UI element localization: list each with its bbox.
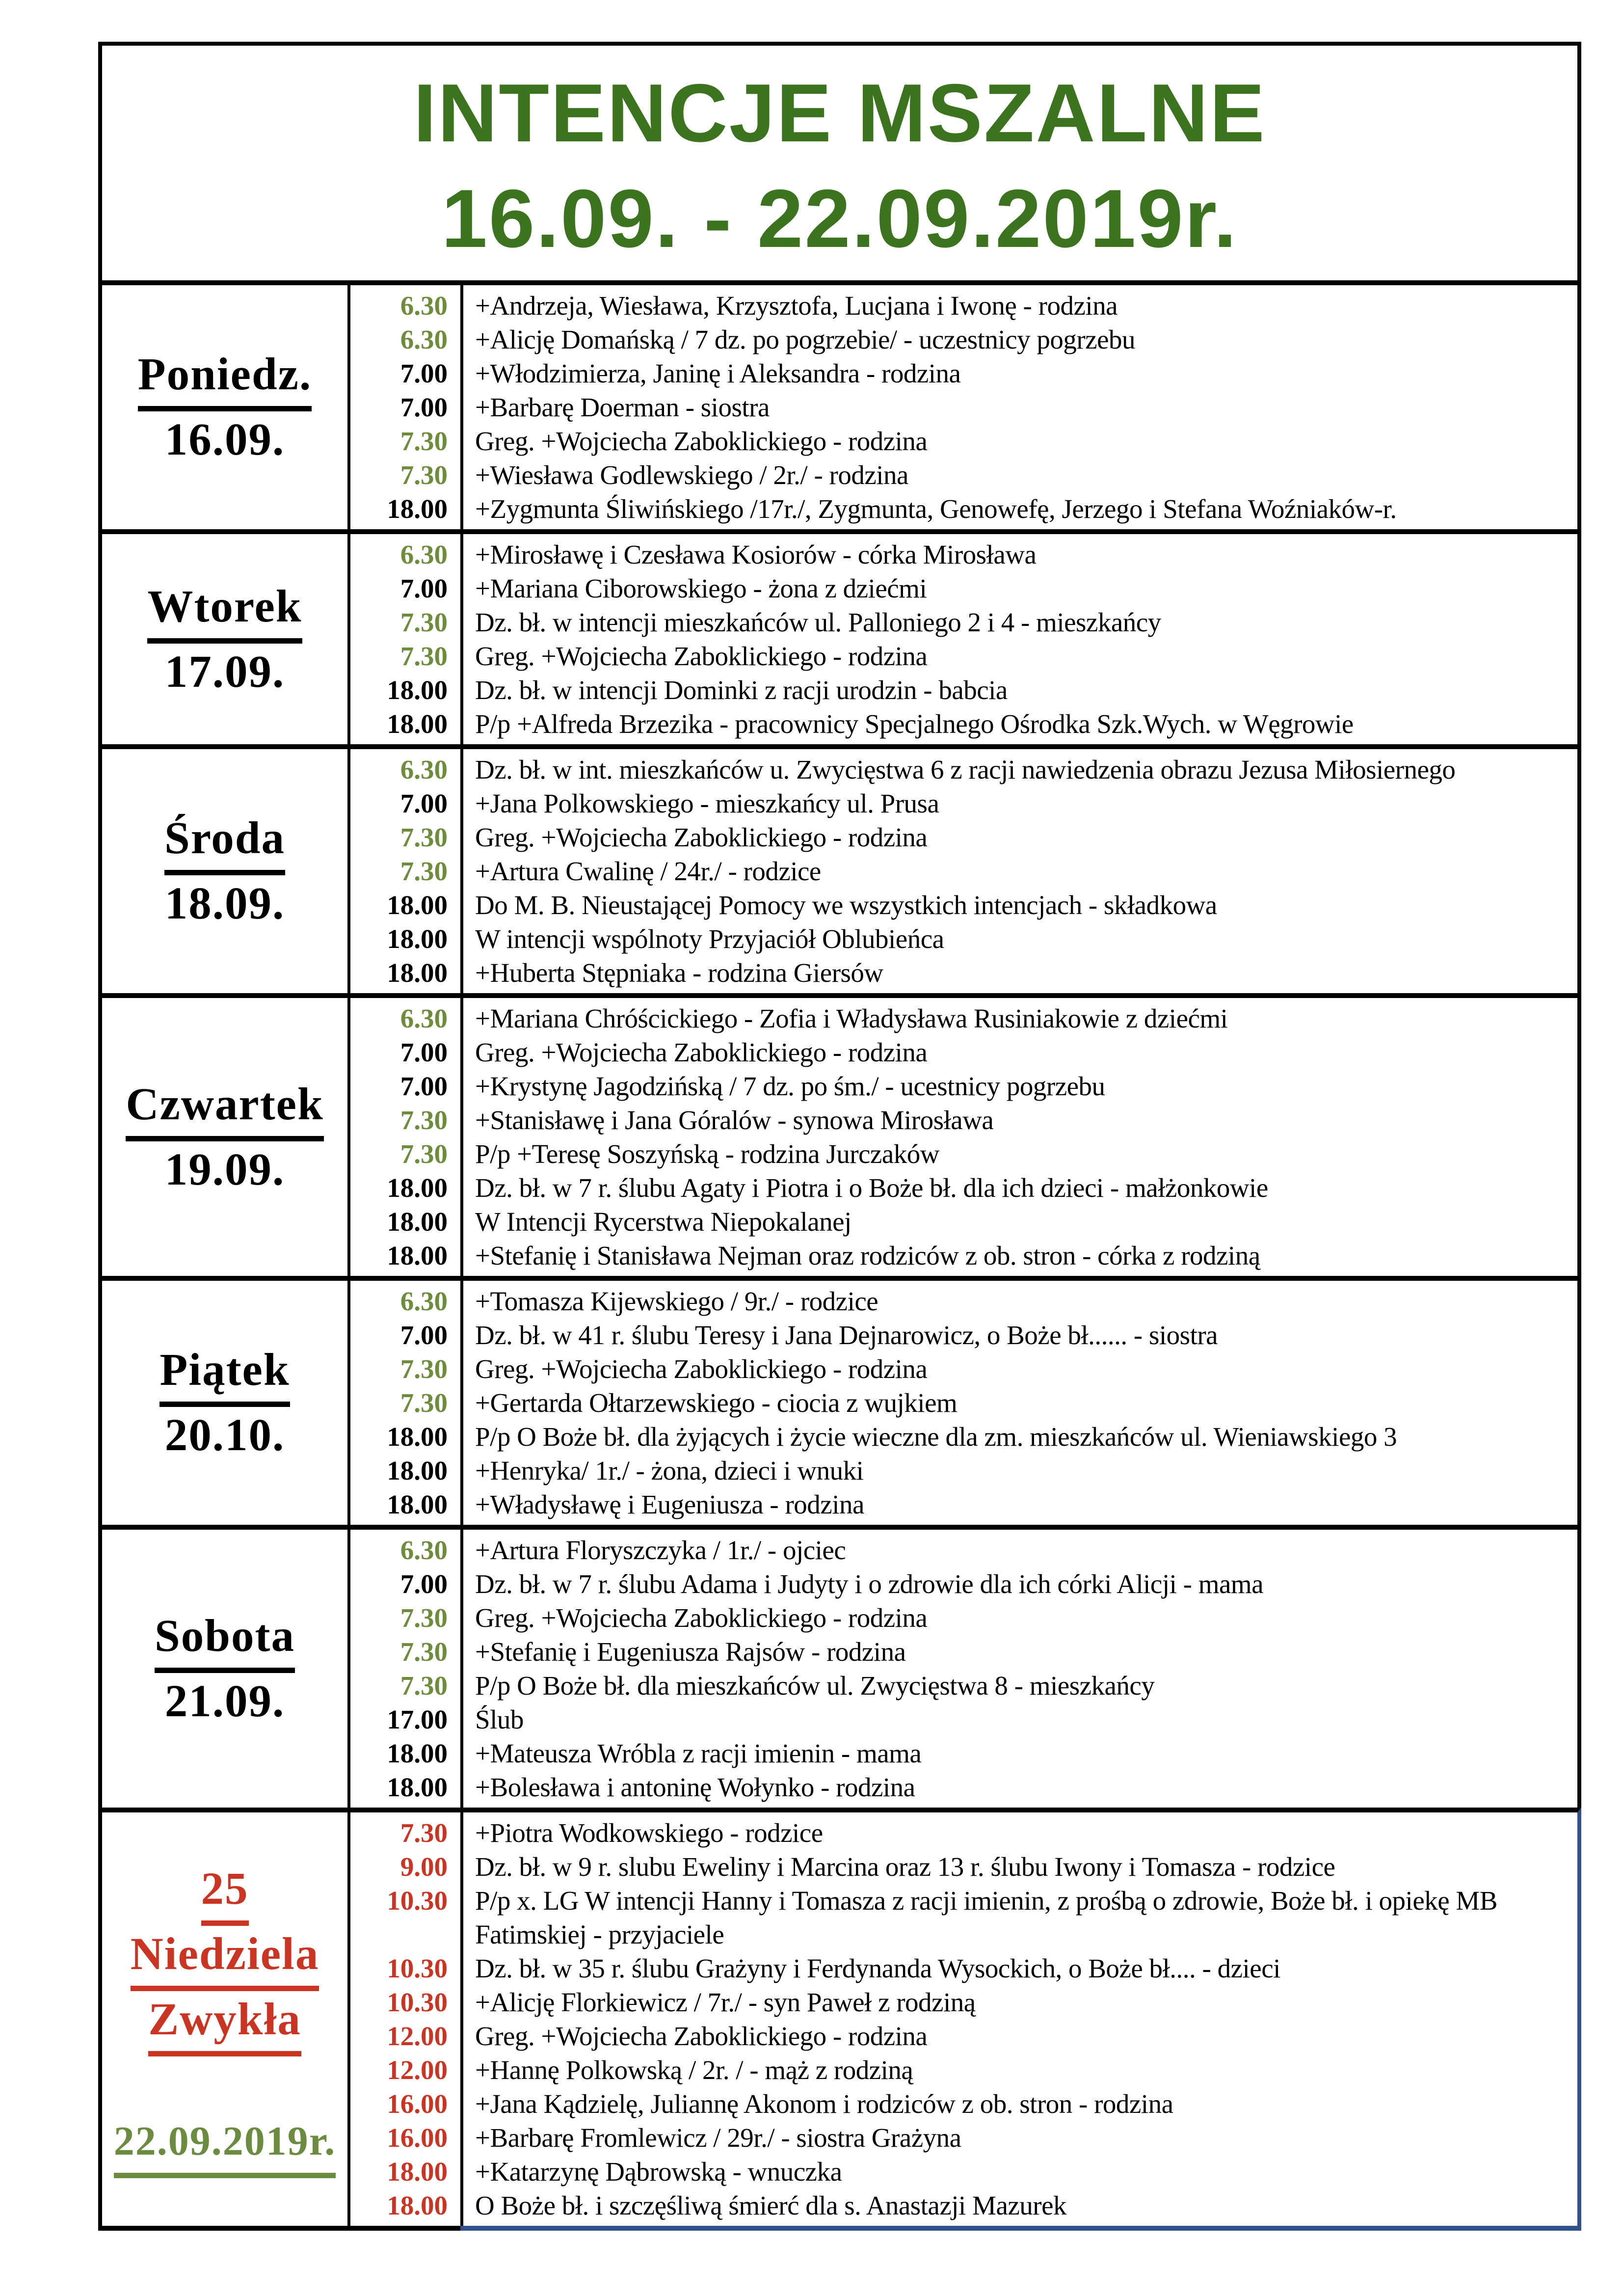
day-name-line (201, 1861, 249, 1926)
mass-time: 18.00 (387, 1241, 448, 1270)
mass-intention: +Jana Polkowskiego - mieszkańcy ul. Prusa (475, 788, 939, 818)
mass-time: 7.30 (400, 1105, 448, 1135)
mass-intention: Ślub (475, 1704, 524, 1734)
entries-grid (347, 285, 1577, 529)
day-name-line (138, 346, 312, 411)
mass-intention: P/p +Alfreda Brzezika - pracownicy Specjalnego Ośrodka Szk.Wych. w Węgrowie (475, 709, 1354, 739)
schedule-table (98, 42, 1581, 2231)
table-header (102, 46, 1581, 285)
day-name-text: Wtorek (147, 578, 302, 644)
day-cell (102, 1530, 347, 1808)
mass-intention: Dz. bł. w intencji Dominki z racji urodzin - babcia (475, 675, 1008, 705)
mass-intention: +Artura Cwalinę / 24r./ - rodzice (475, 856, 821, 886)
mass-time: 7.30 (400, 1388, 448, 1418)
mass-intention: P/p O Boże bł. dla mieszkańców ul. Zwycięstwa 8 - mieszkańcy (475, 1671, 1155, 1701)
page-title-line1: INTENCJE MSZALNE (413, 67, 1266, 159)
mass-time: 7.30 (400, 1354, 448, 1384)
day-date-text: 21.09. (164, 1675, 285, 1727)
mass-intention: +Zygmunta Śliwińskiego /17r./, Zygmunta, Genowefę, Jerzego i Stefana Woźniaków-r. (475, 494, 1397, 524)
mass-time: 18.00 (387, 924, 448, 954)
day-date-text: 18.09. (164, 878, 285, 929)
mass-intention: +Krystynę Jagodzińską / 7 dz. po śm./ - ucestnicy pogrzebu (475, 1071, 1105, 1101)
day-cell (102, 285, 347, 529)
mass-intention: +Artura Floryszczyka / 1r./ - ojciec (475, 1535, 846, 1565)
mass-intention: Greg. +Wojciecha Zaboklickiego - rodzina (475, 822, 928, 852)
day-name-line (148, 1991, 301, 2056)
day-name-text: Sobota (155, 1608, 295, 1673)
day-date-line (165, 1407, 285, 1464)
mass-time: 7.30 (400, 641, 448, 671)
mass-time: 12.00 (387, 2055, 448, 2085)
mass-time: 7.00 (400, 358, 448, 388)
mass-intention: +Stanisławę i Jana Góralów - synowa Mirosława (475, 1105, 994, 1135)
mass-intention: +Alicję Domańską / 7 dz. po pogrzebie/ - uczestnicy pogrzebu (475, 324, 1135, 354)
mass-time: 7.30 (400, 426, 448, 456)
mass-time: 6.30 (400, 755, 448, 784)
mass-time: 18.00 (387, 958, 448, 988)
day-name-text: Zwykła (148, 1991, 301, 2056)
mass-intention: +Barbarę Fromlewicz / 29r./ - siostra Grażyna (475, 2123, 961, 2153)
mass-time: 7.00 (400, 1569, 448, 1599)
day-name-text: Środa (164, 810, 285, 875)
day-date-text: 22.09.2019r. (114, 2113, 336, 2178)
mass-intention: +Huberta Stępniaka - rodzina Giersów (475, 958, 883, 988)
day-row-thursday (102, 993, 1581, 1276)
day-name-line (126, 1076, 323, 1141)
mass-time: 6.30 (400, 540, 448, 569)
mass-intention: +Tomasza Kijewskiego / 9r./ - rodzice (475, 1286, 878, 1316)
day-cell (102, 749, 347, 993)
mass-intention: Greg. +Wojciecha Zaboklickiego - rodzina (475, 1037, 928, 1067)
day-date-line (165, 411, 285, 468)
mass-intention: +Andrzeja, Wiesława, Krzysztofa, Lucjana i Iwonę - rodzina (475, 291, 1118, 321)
mass-intention: +Piotra Wodkowskiego - rodzice (475, 1818, 823, 1848)
day-date-text: 19.09. (164, 1144, 285, 1195)
mass-time: 6.30 (400, 1286, 448, 1316)
mass-time: 10.30 (387, 1953, 448, 1983)
mass-intention: Dz. bł. w intencji mieszkańców ul. Palloniego 2 i 4 - mieszkańcy (475, 607, 1161, 637)
day-date-text: 16.09. (164, 414, 285, 465)
mass-time: 18.00 (387, 2190, 448, 2220)
mass-time: 18.00 (387, 1738, 448, 1768)
day-row-sunday (102, 1808, 1581, 2231)
mass-intention: W intencji wspólnoty Przyjaciół Oblubieńca (475, 924, 944, 954)
mass-intention: P/p x. LG W intencji Hanny i Tomasza z racji imienin, z prośbą o zdrowie, Boże bł. i opiekę MB Fatimskiej - przyjaciele (475, 1886, 1497, 1949)
entries-grid (347, 534, 1577, 744)
mass-time: 16.00 (387, 2123, 448, 2153)
day-cell (102, 1281, 347, 1525)
mass-intention: Dz. bł. w 7 r. ślubu Adama i Judyty i o zdrowie dla ich córki Alicji - mama (475, 1569, 1264, 1599)
mass-time: 18.00 (387, 675, 448, 705)
mass-time: 7.00 (400, 1037, 448, 1067)
mass-intention: Greg. +Wojciecha Zaboklickiego - rodzina (475, 2021, 928, 2051)
mass-time: 16.00 (387, 2089, 448, 2119)
mass-intention: +Władysławę i Eugeniusza - rodzina (475, 1489, 864, 1519)
day-name-line (131, 1926, 319, 1991)
mass-time: 18.00 (387, 1173, 448, 1203)
mass-time: 7.30 (400, 1139, 448, 1169)
day-date-text: 20.10. (164, 1410, 285, 1460)
entries-grid (347, 1281, 1577, 1525)
day-name-line (147, 578, 302, 644)
mass-time: 18.00 (387, 1772, 448, 1802)
day-date-line (114, 2113, 336, 2178)
mass-intention: Greg. +Wojciecha Zaboklickiego - rodzina (475, 1354, 928, 1384)
mass-intention: +Mariana Chróścickiego - Zofia i Władysława Rusiniakowie z dziećmi (475, 1003, 1228, 1033)
day-name-text: Czwartek (126, 1076, 323, 1141)
mass-intention: Dz. bł. w 9 r. slubu Eweliny i Marcina oraz 13 r. ślubu Iwony i Tomasza - rodzice (475, 1852, 1335, 1882)
mass-time: 7.30 (400, 607, 448, 637)
mass-intention: Dz. bł. w 7 r. ślubu Agaty i Piotra i o Boże bł. dla ich dzieci - małżonkowie (475, 1173, 1268, 1203)
day-cell (102, 1812, 347, 2226)
mass-time: 6.30 (400, 324, 448, 354)
mass-intention: +Wiesława Godlewskiego / 2r./ - rodzina (475, 460, 908, 490)
day-cell (102, 534, 347, 744)
mass-time: 18.00 (387, 494, 448, 524)
day-date-line (165, 875, 285, 932)
mass-intention: +Katarzynę Dąbrowską - wnuczka (475, 2157, 842, 2187)
mass-intention: +Mariana Ciborowskiego - żona z dziećmi (475, 573, 927, 603)
mass-time: 18.00 (387, 1422, 448, 1452)
day-name-line (164, 810, 285, 875)
mass-time: 7.30 (400, 460, 448, 490)
mass-intention: +Jana Kądzielę, Juliannę Akonom i rodziców z ob. stron - rodzina (475, 2089, 1173, 2119)
mass-time: 18.00 (387, 1456, 448, 1486)
mass-intention: +Stefanię i Eugeniusza Rajsów - rodzina (475, 1637, 906, 1667)
day-row-saturday (102, 1525, 1581, 1808)
day-name-line (160, 1342, 290, 1407)
mass-intention: P/p O Boże bł. dla żyjących i życie wieczne dla zm. mieszkańców ul. Wieniawskiego 3 (475, 1422, 1397, 1452)
mass-time: 17.00 (387, 1704, 448, 1734)
mass-time: 7.30 (400, 1671, 448, 1701)
day-date-line (165, 1673, 285, 1730)
entries-grid (347, 749, 1577, 993)
mass-intention: Do M. B. Nieustającej Pomocy we wszystkich intencjach - składkowa (475, 890, 1217, 920)
mass-intention: Dz. bł. w int. mieszkańców u. Zwycięstwa 6 z racji nawiedzenia obrazu Jezusa Miłosiernego (475, 755, 1456, 784)
mass-time: 7.00 (400, 1320, 448, 1350)
day-name-text: 25 (201, 1861, 249, 1926)
day-name-text: Poniedz. (138, 346, 312, 411)
mass-time: 6.30 (400, 1535, 448, 1565)
mass-intention: +Stefanię i Stanisława Nejman oraz rodziców z ob. stron - córka z rodziną (475, 1241, 1260, 1270)
mass-time: 7.00 (400, 573, 448, 603)
mass-intention: W Intencji Rycerstwa Niepokalanej (475, 1207, 851, 1237)
entries-grid (347, 998, 1577, 1276)
mass-intention: +Włodzimierza, Janinę i Aleksandra - rodzina (475, 358, 961, 388)
mass-intention: Greg. +Wojciecha Zaboklickiego - rodzina (475, 641, 928, 671)
day-date-line (165, 1141, 285, 1198)
mass-time: 12.00 (387, 2021, 448, 2051)
day-row-monday (102, 285, 1581, 529)
day-row-tuesday (102, 529, 1581, 744)
mass-intention: Greg. +Wojciecha Zaboklickiego - rodzina (475, 1603, 928, 1633)
mass-time: 7.00 (400, 788, 448, 818)
mass-time: 7.30 (400, 1603, 448, 1633)
mass-time: 7.00 (400, 1071, 448, 1101)
mass-intention: Greg. +Wojciecha Zaboklickiego - rodzina (475, 426, 928, 456)
mass-time: 18.00 (387, 1207, 448, 1237)
mass-intention: +Gertarda Ołtarzewskiego - ciocia z wujkiem (475, 1388, 958, 1418)
mass-time: 18.00 (387, 2157, 448, 2187)
mass-time: 10.30 (387, 1886, 448, 1916)
mass-intention: +Henryka/ 1r./ - żona, dzieci i wnuki (475, 1456, 864, 1486)
day-row-friday (102, 1276, 1581, 1525)
mass-intention: +Mirosławę i Czesława Kosiorów - córka Mirosława (475, 540, 1037, 569)
day-date-line (165, 644, 285, 701)
mass-intention: Dz. bł. w 41 r. ślubu Teresy i Jana Dejnarowicz, o Boże bł...... - siostra (475, 1320, 1218, 1350)
day-cell (102, 998, 347, 1276)
day-name-text: Niedziela (131, 1926, 319, 1991)
mass-time: 10.30 (387, 1987, 448, 2017)
mass-intention: +Barbarę Doerman - siostra (475, 392, 770, 422)
mass-intention: +Hannę Polkowską / 2r. / - mąż z rodziną (475, 2055, 913, 2085)
mass-time: 18.00 (387, 890, 448, 920)
mass-time: 6.30 (400, 291, 448, 321)
mass-time: 6.30 (400, 1003, 448, 1033)
mass-time: 7.30 (400, 822, 448, 852)
mass-intention: P/p +Teresę Soszyńską - rodzina Jurczaków (475, 1139, 939, 1169)
mass-intention: +Mateusza Wróbla z racji imienin - mama (475, 1738, 922, 1768)
page-title-line2: 16.09. - 22.09.2019r. (441, 172, 1238, 265)
mass-intention: Dz. bł. w 35 r. ślubu Grażyny i Ferdynanda Wysockich, o Boże bł.... - dzieci (475, 1953, 1280, 1983)
mass-time: 18.00 (387, 709, 448, 739)
mass-time: 18.00 (387, 1489, 448, 1519)
day-name-text: Piątek (160, 1342, 290, 1407)
mass-time: 7.30 (400, 1818, 448, 1848)
entries-grid (347, 1812, 1577, 2226)
mass-time: 7.30 (400, 856, 448, 886)
mass-time: 7.00 (400, 392, 448, 422)
day-date-text: 17.09. (164, 646, 285, 697)
mass-time: 7.30 (400, 1637, 448, 1667)
mass-time: 9.00 (400, 1852, 448, 1882)
days-container (102, 285, 1581, 2231)
entries-grid (347, 1530, 1577, 1808)
mass-intention: +Bolesława i antoninę Wołynko - rodzina (475, 1772, 915, 1802)
day-row-wednesday (102, 744, 1581, 993)
mass-intention: O Boże bł. i szczęśliwą śmierć dla s. Anastazji Mazurek (475, 2190, 1067, 2220)
day-name-line (155, 1608, 295, 1673)
mass-intention: +Alicję Florkiewicz / 7r./ - syn Paweł z rodziną (475, 1987, 976, 2017)
